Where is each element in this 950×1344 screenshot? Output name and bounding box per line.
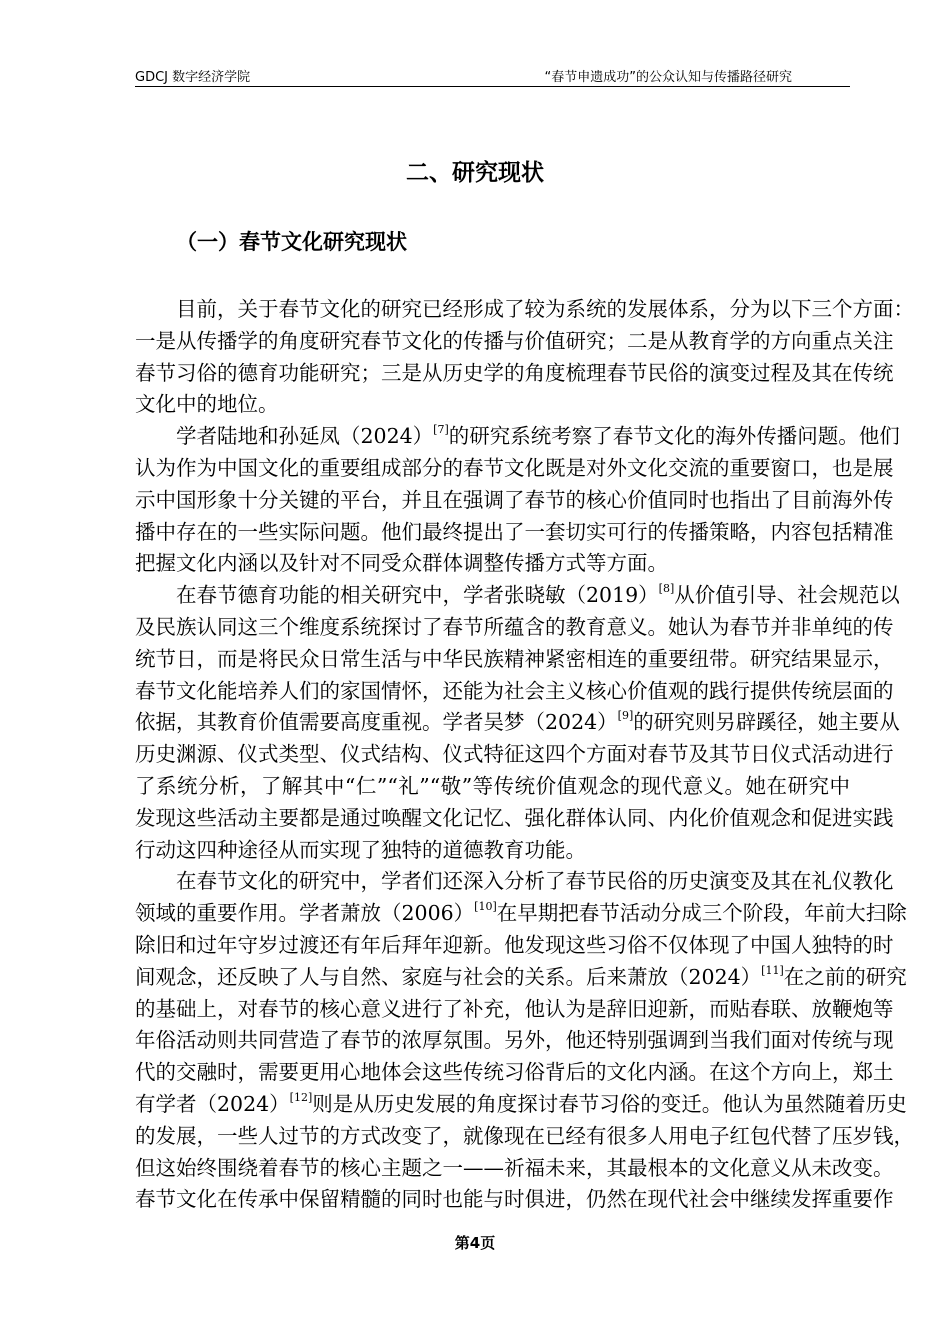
line-text: 在春节文化的研究中，学者们还深入分析了春节民俗的历史演变及其在礼仪教化 [176,869,894,894]
line-text: 有学者（2024） [135,1091,290,1116]
text-line [135,994,894,1026]
text-line [135,517,894,549]
paragraph [135,294,914,421]
citation-ref: [9] [617,709,634,723]
line-text: 历史渊源、仪式类型、仪式结构、仪式特征这四个方面对春节及其节日仪式活动进行 [135,742,894,767]
line-text: 年俗活动则共同营造了春节的浓厚氛围。另外，他还特别强调到当我们面对传统与现 [135,1028,894,1053]
line-text: 春节习俗的德育功能研究；三是从历史学的角度梳理春节民俗的演变过程及其在传统 [135,360,894,385]
line-text: 的研究系统考察了春节文化的海外传播问题。他们 [448,424,900,449]
line-text: 领域的重要作用。学者萧放（2006） [135,901,475,926]
line-text: 春节文化在传承中保留精髓的同时也能与时俱进，仍然在现代社会中继续发挥重要作 [135,1187,894,1212]
citation-ref: [11] [761,963,784,977]
paragraph [135,866,914,1216]
text-line [135,421,900,453]
line-text: 从价值引导、社会规范以 [674,583,900,608]
citation-ref: [7] [433,423,449,437]
text-line [135,771,850,803]
text-line [135,739,894,771]
text-line [135,835,850,867]
line-text: 文化中的地位。 [135,392,279,417]
line-text: 则是从历史发展的角度探讨春节习俗的变迁。他认为虽然随着历史 [312,1091,907,1116]
text-line [135,453,894,485]
header-school: GDCJ 数字经济学院 [135,70,251,85]
line-text: 行动这四种途径从而实现了独特的道德教育功能。 [135,837,586,862]
citation-ref: [12] [289,1090,313,1104]
text-line [135,866,894,898]
text-line [135,1089,907,1121]
line-text: 在早期把春节活动分成三个阶段，年前大扫除 [496,901,907,926]
line-text: 播中存在的一些实际问题。他们最终提出了一套切实可行的传播策略，内容包括精准 [135,519,894,544]
line-text: 但这始终围绕着春节的核心主题之一——祈福未来，其最根本的文化意义从未改变。 [135,1155,894,1180]
text-line [135,676,894,708]
text-line [135,898,907,930]
line-text: 依据，其教育价值需要高度重视。学者吴梦（2024） [135,710,618,735]
text-line [135,389,850,421]
line-text: 了系统分析，了解其中“仁”“礼”“敬”等传统价值观念的现代意义。她在研究中 [135,773,850,798]
text-line [135,548,850,580]
text-line [135,803,894,835]
citation-ref: [10] [474,900,497,914]
line-text: 及民族认同这三个维度系统探讨了春节所蕴含的教育意义。她认为春节并非单纯的传 [135,614,894,639]
line-text: 把握文化内涵以及针对不同受众群体调整传播方式等方面。 [135,551,668,576]
text-line [135,358,894,390]
subsection-title: （一）春节文化研究现状 [176,230,407,254]
page-header [135,66,850,86]
line-text: 认为作为中国文化的重要组成部分的春节文化既是对外文化交流的重要窗口，也是展 [135,455,894,480]
text-line [135,1121,914,1153]
line-text: 的发展，一些人过节的方式改变了，就像现在已经有很多人用电子红包代替了压岁钱， [135,1123,914,1148]
text-line [135,326,894,358]
text-line [135,1153,894,1185]
line-text: 间观念，还反映了人与自然、家庭与社会的关系。后来萧放（2024） [135,964,762,989]
text-line [135,707,900,739]
page-number: 第4页 [454,1234,496,1252]
text-line [135,294,914,326]
line-text: 的研究则另辟蹊径，她主要从 [633,710,900,735]
line-text: 代的交融时，需要更用心地体会这些传统习俗背后的文化内涵。在这个方向上，郑土 [135,1060,894,1085]
text-line [135,1057,894,1089]
line-text: 示中国形象十分关键的平台，并且在强调了春节的核心价值同时也指出了目前海外传 [135,487,894,512]
line-text: 一是从传播学的角度研究春节文化的传播与价值研究；二是从教育学的方向重点关注 [135,328,894,353]
text-line [135,1184,894,1216]
paragraph [135,421,900,580]
header-paper-title: “春节申遗成功”的公众认知与传播路径研究 [544,70,792,85]
text-line [135,612,894,644]
text-line [135,1025,894,1057]
text-line [135,644,894,676]
text-line [135,485,894,517]
line-text: 在春节德育功能的相关研究中，学者张晓敏（2019） [176,583,659,608]
line-text: 目前，关于春节文化的研究已经形成了较为系统的发展体系，分为以下三个方面： [176,297,914,321]
paragraph [135,580,900,866]
citation-ref: [8] [658,582,675,596]
body-text [135,294,914,1216]
header-rule [135,86,850,87]
line-text: 春节文化能培养人们的家国情怀，还能为社会主义核心价值观的践行提供传统层面的 [135,678,894,703]
line-text: 的基础上，对春节的核心意义进行了补充，他认为是辞旧迎新，而贴春联、放鞭炮等 [135,996,894,1021]
text-line [135,580,900,612]
text-line [135,962,907,994]
line-text: 除旧和过年守岁过渡还有年后拜年迎新。他发现这些习俗不仅体现了中国人独特的时 [135,932,894,957]
text-line [135,930,894,962]
line-text: 学者陆地和孙延凤（2024） [176,424,434,449]
line-text: 统节日，而是将民众日常生活与中华民族精神紧密相连的重要纽带。研究结果显示， [135,646,894,671]
section-title: 二、研究现状 [406,160,544,186]
line-text: 发现这些活动主要都是通过唤醒文化记忆、强化群体认同、内化价值观念和促进实践 [135,805,894,830]
line-text: 在之前的研究 [783,964,907,989]
